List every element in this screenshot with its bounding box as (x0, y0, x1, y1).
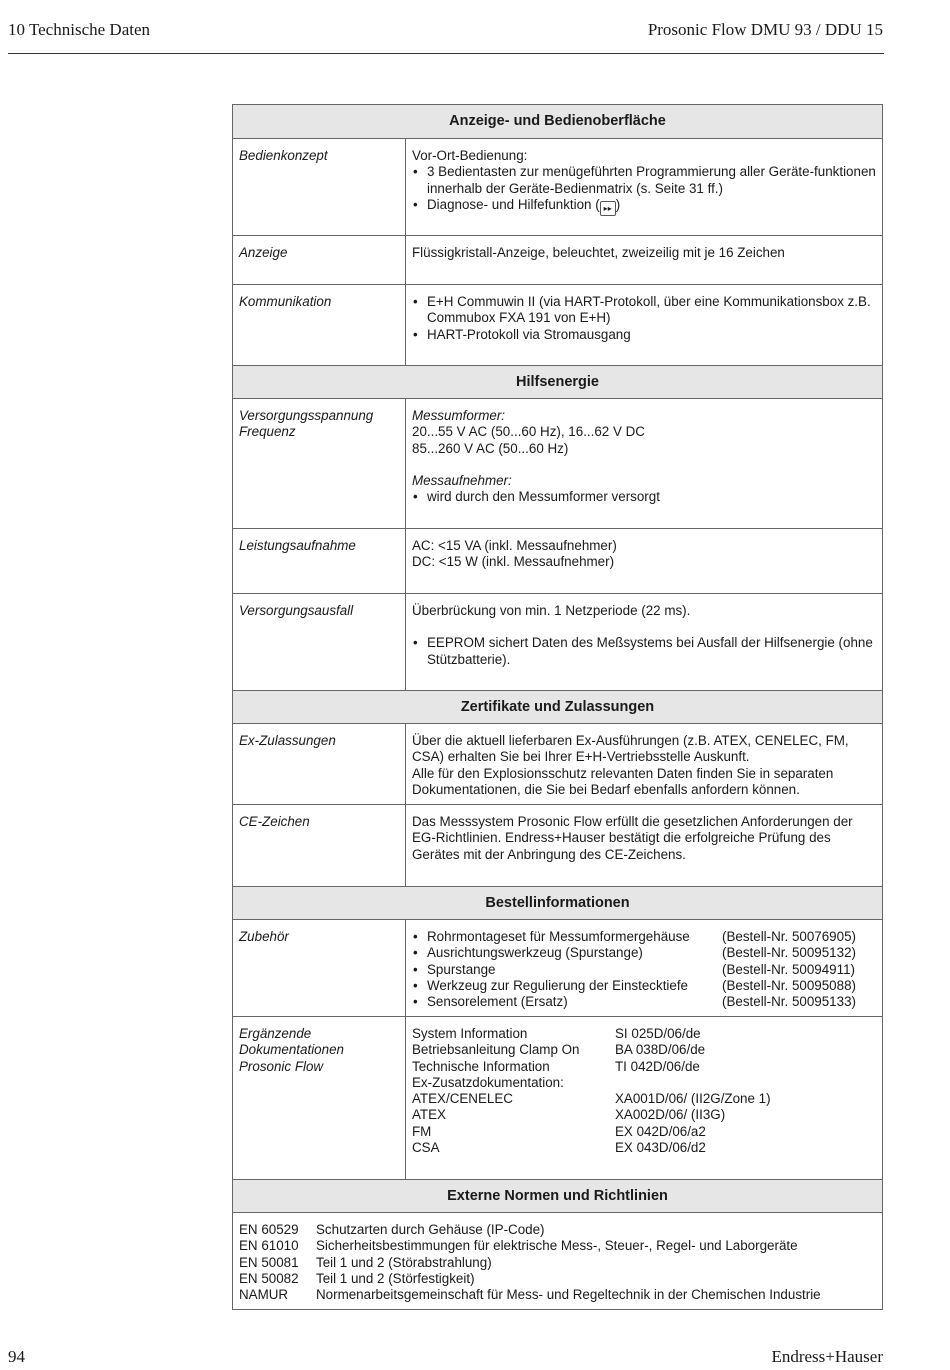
row-label: Anzeige (233, 236, 406, 285)
doc-row: System Information SI 025D/06/de (412, 1026, 701, 1041)
doc-row: Betriebsanleitung Clamp On BA 038D/06/de (412, 1042, 706, 1058)
header-section-title: 10 Technische Daten (8, 20, 151, 39)
bullet-list (412, 294, 876, 343)
row-label: CE-Zeichen (233, 805, 406, 887)
row-label: Versorgungsspannung Frequenz (233, 399, 406, 529)
row-label: Kommunikation (233, 285, 406, 366)
doc-row: CSA EX 043D/06/d2 (412, 1140, 706, 1156)
bullet-list (412, 164, 876, 216)
header-product-title: Prosonic Flow DMU 93 / DDU 15 (647, 20, 883, 39)
norm-row: EN 50082 Teil 1 und 2 (Störfestigkeit) (239, 1270, 475, 1286)
list-item: • wird durch den Messumformer versorgt (412, 489, 876, 505)
row-value (406, 285, 883, 366)
accessory-item: • Werkzeug zur Regulierung der Einstecktiefe (Bestell-Nr. 50095088) (412, 978, 876, 994)
doc-row: ATEX XA002D/06/ (II3G) (412, 1107, 726, 1123)
list-item: • HART-Protokoll via Stromausgang (412, 327, 876, 343)
accessory-item: • Ausrichtungswerkzeug (Spurstange) (Bestell-Nr. 50095132) (412, 945, 876, 961)
section-title-ordering: Bestellinformationen (233, 887, 883, 920)
row-label: Leistungsaufnahme (233, 529, 406, 594)
accessory-item: • Sensorelement (Ersatz) (Bestell-Nr. 50095133) (412, 994, 876, 1010)
list-item: • 3 Bedientasten zur menügeführten Programmierung aller Geräte-funktionen innerhalb der Geräte-Bedienmatrix (s. Seite 31 ff.) (412, 164, 876, 197)
row-value: Flüssigkristall-Anzeige, beleuchtet, zweizeilig mit je 16 Zeichen (406, 236, 883, 285)
accessory-list (412, 929, 876, 1010)
brand-name: Endress+Hauser (771, 1347, 883, 1366)
row-value (406, 920, 883, 1017)
row-value: Vor-Ort-Bedienung: • 3 Bedientasten zur menügeführten Programmierung aller Geräte-funktionen innerhalb der Geräte-Bedienmatrix (s. Seite 31 ff.) • Diagnose- und Hilfefunktion ( ▸▸ ) (406, 139, 883, 236)
row-label: Ex-Zulassungen (233, 724, 406, 805)
norm-row: EN 61010 Sicherheitsbestimmungen für elektrische Mess-, Steuer-, Regel- und Laborgeräte (239, 1238, 798, 1254)
row-label: Zubehör (233, 920, 406, 1017)
bullet-list (412, 635, 876, 668)
doc-row: FM EX 042D/06/a2 (412, 1123, 706, 1139)
page-number: 94 (8, 1347, 25, 1366)
row-label: Ergänzende Dokumentationen Prosonic Flow (233, 1017, 406, 1180)
header-rule (8, 53, 884, 54)
row-value: Überbrückung von min. 1 Netzperiode (22 ms). • EEPROM sichert Daten des Meßsystems bei Ausfall der Hilfsenergie (ohne Stützbatterie). (406, 594, 883, 691)
list-item: • Diagnose- und Hilfefunktion ( ▸▸ ) (412, 197, 876, 216)
section-title-power: Hilfsenergie (233, 366, 883, 399)
row-value: Messumformer: 20...55 V AC (50...60 Hz), 16...62 V DC 85...260 V AC (50...60 Hz) Messaufnehmer: • wird durch den Messumformer versorgt (406, 399, 883, 529)
row-label: Versorgungsausfall (233, 594, 406, 691)
norm-row: NAMUR Normenarbeitsgemeinschaft für Mess- und Regeltechnik in der Chemischen Industrie (239, 1287, 821, 1303)
list-item: • E+H Commuwin II (via HART-Protokoll, über eine Kommunikationsbox z.B. Commubox FXA 191 von E+H) (412, 294, 876, 327)
row-label: Bedienkonzept (233, 139, 406, 236)
row-value: AC: <15 VA (inkl. Messaufnehmer) DC: <15 W (inkl. Messaufnehmer) (406, 529, 883, 594)
doc-row: Technische Information TI 042D/06/de (412, 1058, 700, 1074)
accessory-item: • Spurstange (Bestell-Nr. 50094911) (412, 962, 876, 978)
list-item: • EEPROM sichert Daten des Meßsystems bei Ausfall der Hilfsenergie (ohne Stützbatterie). (412, 635, 876, 668)
help-key-icon: ▸▸ (600, 201, 616, 216)
section-title-norms: Externe Normen und Richtlinien (233, 1180, 883, 1213)
doc-row: Ex-Zusatzdokumentation: (412, 1074, 564, 1090)
accessory-item: • Rohrmontageset für Messumformergehäuse (Bestell-Nr. 50076905) (412, 929, 876, 945)
norm-row: EN 60529 Schutzarten durch Gehäuse (IP-Code) (239, 1222, 545, 1237)
bullet-list (412, 489, 876, 505)
norms-cell (233, 1213, 883, 1310)
row-value (406, 1017, 883, 1180)
row-value: Das Messsystem Prosonic Flow erfüllt die gesetzlichen Anforderungen der EG-Richtlinien. Endress+Hauser bestätigt die erfolgreiche Prüfung des Gerätes mit der Anbringung des CE-Zeichens. (406, 805, 883, 887)
row-value: Über die aktuell lieferbaren Ex-Ausführungen (z.B. ATEX, CENELEC, FM, CSA) erhalten Sie bei Ihrer E+H-Vertriebsstelle Auskunft. Alle für den Explosionsschutz relevanten Daten finden Sie in separaten Dokumentationen, die Sie bei Bedarf ebenfalls anfordern können. (406, 724, 883, 805)
section-title-operation: Anzeige- und Bedienoberfläche (233, 105, 883, 139)
section-title-certificates: Zertifikate und Zulassungen (233, 691, 883, 724)
norm-row: EN 50081 Teil 1 und 2 (Störabstrahlung) (239, 1254, 492, 1270)
doc-row: ATEX/CENELEC XA001D/06/ (II2G/Zone 1) (412, 1091, 771, 1107)
spec-table (232, 104, 883, 1310)
